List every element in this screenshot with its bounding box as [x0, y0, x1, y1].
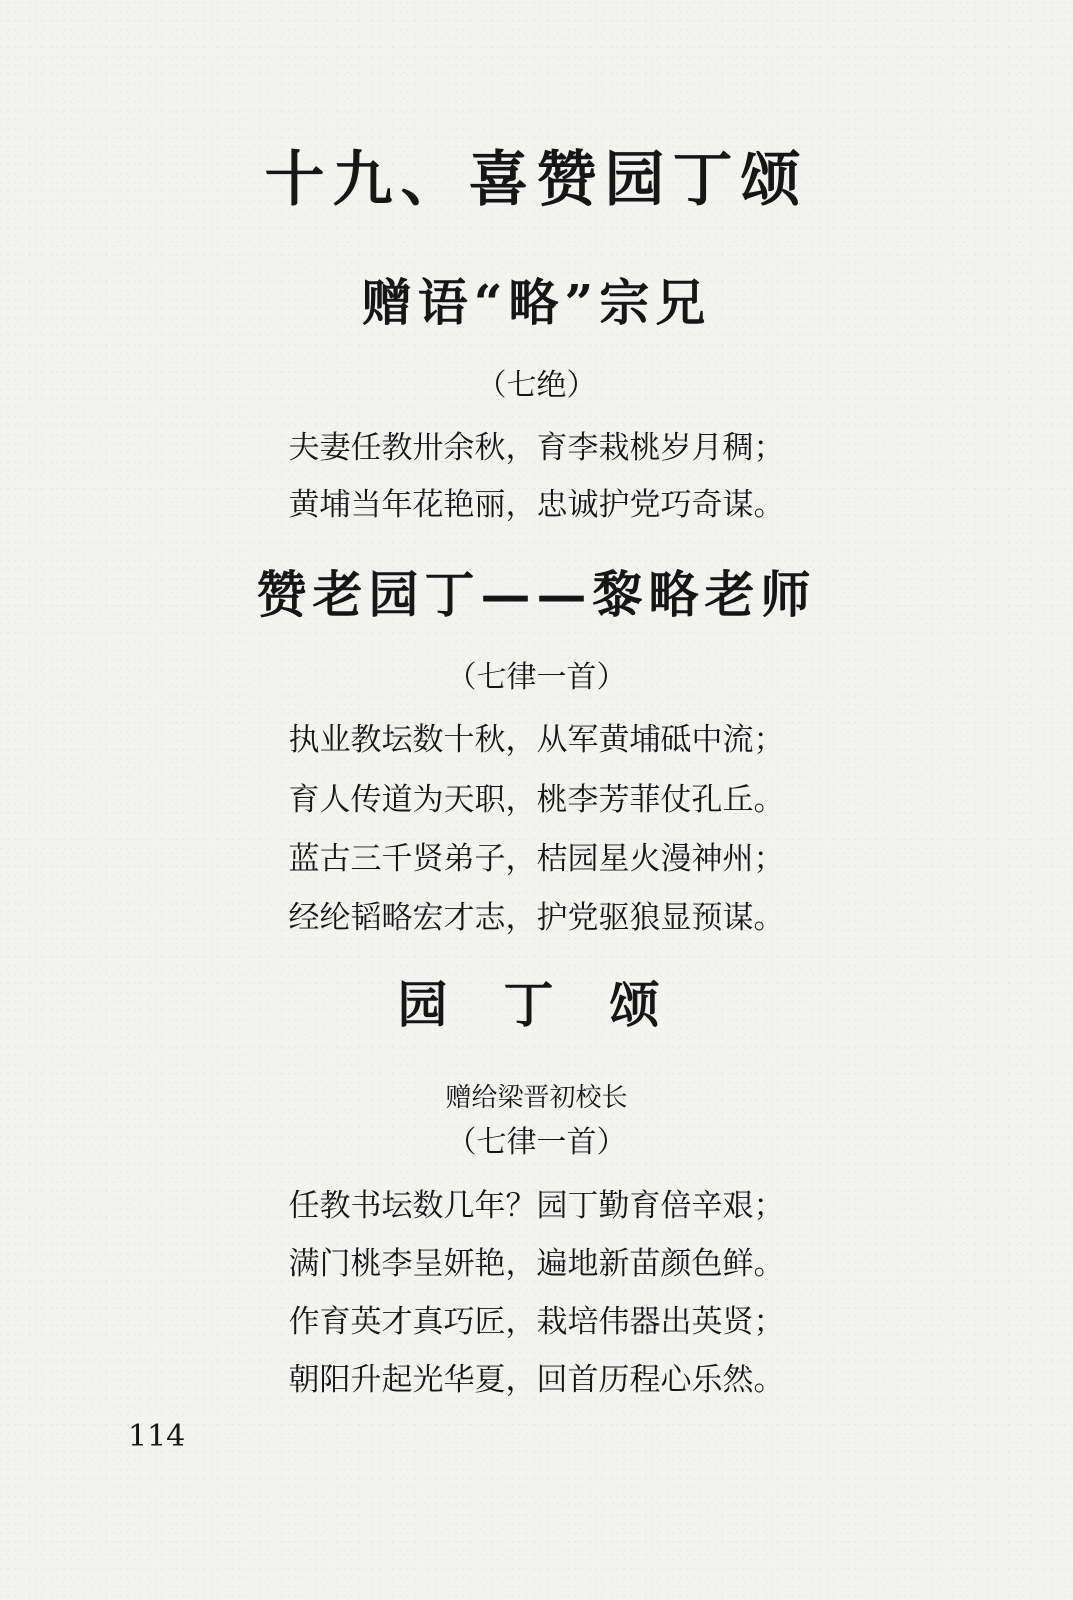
poem-dedication: 赠给梁晋初校长	[445, 1083, 628, 1113]
verse-line: 任教书坛数几年？园丁勤育倍辛艰；	[288, 1188, 785, 1224]
verse-line: 蓝古三千贤弟子，桔园星火漫神州；	[288, 841, 785, 877]
verse-line: 满门桃李呈妍艳，遍地新苗颜色鲜。	[288, 1246, 785, 1282]
page-number: 114	[128, 1419, 186, 1454]
verse-line: 朝阳升起光华夏，回首历程心乐然。	[288, 1362, 785, 1398]
verse-line: 育人传道为天职，桃李芳菲仗孔丘。	[288, 782, 785, 818]
verse-line: 执业教坛数十秋，从军黄埔砥中流；	[288, 722, 785, 758]
poem-form: （七律一首）	[446, 660, 627, 695]
chapter-title: 十九、喜赞园丁颂	[264, 145, 809, 215]
poem-title: 赞老园丁——黎略老师	[256, 565, 817, 624]
verse-line: 黄埔当年花艳丽，忠诚护党巧奇谋。	[288, 487, 785, 523]
poem-form: （七律一首）	[446, 1125, 627, 1160]
verse-line: 作育英才真巧匠，栽培伟器出英贤；	[288, 1304, 785, 1340]
verse-line: 经纶韬略宏才志，护党驱狼显预谋。	[288, 900, 785, 936]
verse-line: 夫妻任教卅余秋，育李栽桃岁月稠；	[288, 430, 785, 466]
poem-title: 赠语“略”宗兄	[361, 273, 712, 332]
poem-title: 园丁颂	[397, 975, 716, 1034]
poem-form: （七绝）	[476, 368, 597, 403]
